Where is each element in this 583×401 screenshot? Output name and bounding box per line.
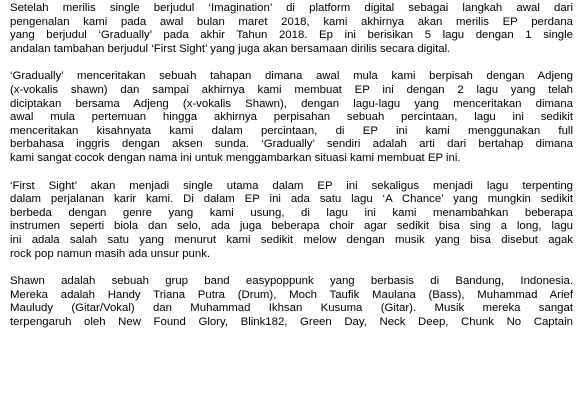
- text-line: (x-vokalis shawn) dan sampai akhirnya kami membuat EP ini dengan 2 lagu yang telah: [10, 83, 573, 96]
- text-line: berbahasa inggris dengan aksen sunda. ‘Gradually’ sendiri adalah arti dari bertahap dimana: [10, 138, 573, 151]
- paragraph-gradually-story: [10, 70, 573, 165]
- text-line: berbeda dengan genre yang kami usung, di lagu ini kami menambahkan beberapa: [10, 206, 573, 219]
- text-line: menceritakan kisahnyata kami dalam percintaan, di EP ini kami menggunakan full: [10, 124, 573, 137]
- text-line: kami sangat cocok dengan nama ini untuk menggambarkan situasi kami membuat EP ini.: [10, 151, 461, 164]
- text-line: rock pop namun masih ada unsur punk.: [10, 247, 211, 260]
- text-line: dalam perjalanan karir kami. Di dalam EP ini ada satu lagu ‘A Chance’ yang mungkin sedikit: [10, 193, 573, 206]
- text-line: ‘First Sight’ akan menjadi single utama dalam EP ini sekaligus menjadi lagu terpenting: [10, 179, 573, 192]
- paragraph-first-sight: [10, 180, 573, 262]
- paragraph-band-profile: [10, 275, 573, 329]
- text-line: Mauludy (Gitar/Vokal) dan Muhammad Ikhsan Kusuma (Gitar). Musik mereka sangat: [10, 302, 573, 315]
- text-line: terpengaruh oleh New Found Glory, Blink182, Green Day, Neck Deep, Chunk No Captain: [10, 315, 573, 328]
- text-line: pengenalan kami pada awal bulan maret 2018, kami akhirnya akan merilis EP perdana: [10, 15, 573, 28]
- text-line: ‘Gradually’ menceritakan sebuah tahapan dimana awal mula kami berpisah dengan Adjeng: [10, 70, 573, 83]
- text-line: diciptakan bersama Adjeng (x-vokalis Shawn), dengan lagu-lagu yang menceritakan dimana: [10, 97, 573, 110]
- text-line: instrumen seperti biola dan selo, ada juga beberapa choir agar sedikit bisa sing a long, lagu: [10, 220, 573, 233]
- text-line: Shawn adalah sebuah grup band easypoppunk yang berbasis di Bandung, Indonesia.: [10, 275, 573, 288]
- text-line: ini adala salah satu yang menurut kami sedikit melow dengan musik yang bisa disebut agak: [10, 233, 573, 246]
- paragraph-imagination-release: [10, 2, 573, 56]
- text-line: yang berjudul ‘Gradually’ pada akhir Tahun 2018. Ep ini berisikan 5 lagu dengan 1 single: [10, 29, 573, 42]
- text-line: andalan tambahan berjudul ‘First Sight’ yang juga akan bersamaan dirilis secara digital.: [10, 42, 451, 55]
- text-line: Setelah merilis single berjudul ‘Imagination’ di platform digital sebagai langkah awal dari: [10, 2, 573, 14]
- text-line: awal mula pertemuan hingga akhirnya perpisahan sebuah percintaan, lagu ini sedikit: [10, 111, 573, 124]
- text-line: Mereka adalah Handy Triana Putra (Drum), Moch Taufik Maulana (Bass), Muhammad Arief: [10, 288, 573, 301]
